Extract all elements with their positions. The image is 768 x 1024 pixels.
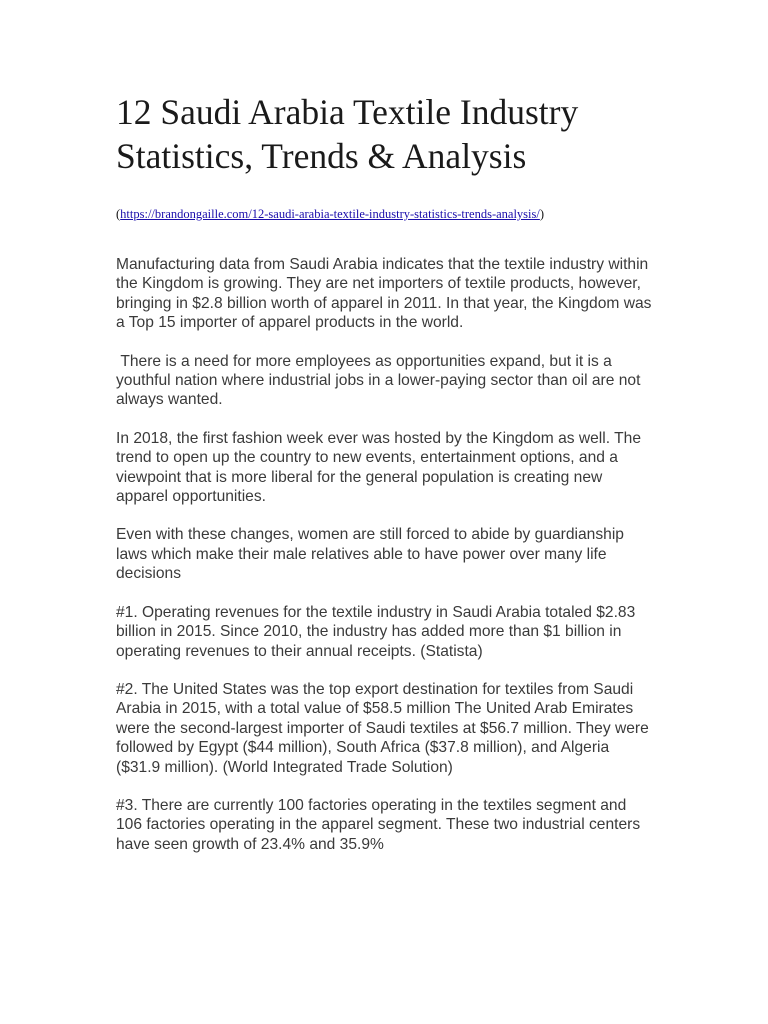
title-line-1: 12 Saudi Arabia Textile Industry: [116, 92, 579, 132]
source-link[interactable]: https://brandongaille.com/12-saudi-arabia-textile-industry-statistics-trends-analysis/: [120, 207, 540, 221]
article-body: [116, 255, 656, 854]
paragraph-guardianship: Even with these changes, women are still forced to abide by guardianship laws which make their male relatives able to have power over many life decisions: [116, 526, 624, 583]
paragraph-stat-3: #3. There are currently 100 factories operating in the textiles segment and 106 factories operating in the apparel segment. These two industrial centers have seen growth of 23.4% and 35.9%: [116, 796, 641, 853]
paragraph-fashion-week: In 2018, the first fashion week ever was hosted by the Kingdom as well. The trend to open up the country to new events, entertainment options, and a viewpoint that is more liberal for the general population is creating new apparel opportunities.: [116, 429, 641, 506]
paragraph-stat-1: #1. Operating revenues for the textile industry in Saudi Arabia totaled $2.83 billion in 2015. Since 2010, the industry has added more than $1 billion in operating revenues to their annual receipts. (Statista): [116, 603, 636, 660]
source-open-paren: (: [116, 207, 121, 221]
paragraph-employees: There is a need for more employees as opportunities expand, but it is a youthful nation where industrial jobs in a lower-paying sector than oil are not always wanted.: [116, 352, 645, 409]
article-title: [116, 90, 656, 178]
paragraph-stat-2: #2. The United States was the top export destination for textiles from Saudi Arabia in 2015, with a total value of $58.5 million The United Arab Emirates were the second-largest importer of Saudi textiles at $56.7 million. They were followed by Egypt ($44 million), South Africa ($37.8 million), and Algeria ($31.9 million). (World Integrated Trade Solution): [116, 680, 649, 776]
paragraph-intro: Manufacturing data from Saudi Arabia indicates that the textile industry within the Kingdom is growing. They are net importers of textile products, however, bringing in $2.8 billion worth of apparel in 2011. In that year, the Kingdom was a Top 15 importer of apparel products in the world.: [116, 256, 652, 332]
source-citation: [116, 206, 656, 222]
document-page: [116, 90, 656, 873]
title-line-2: Statistics, Trends & Analysis: [116, 136, 527, 176]
source-close-paren: ): [539, 207, 545, 221]
